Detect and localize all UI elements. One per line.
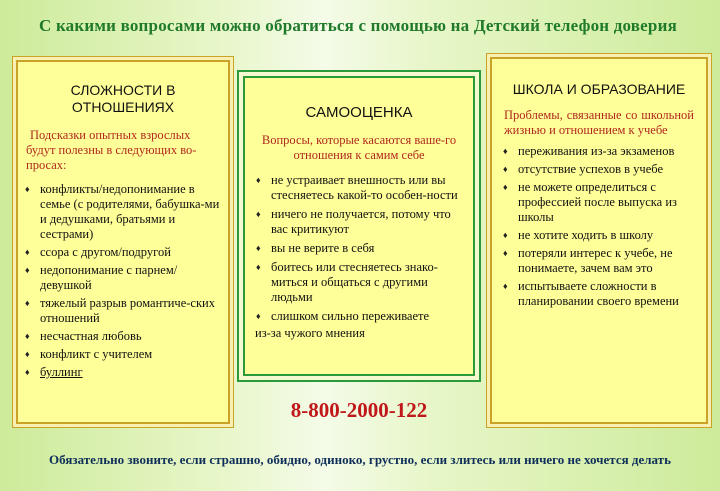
self-esteem-panel bbox=[243, 76, 475, 376]
list-item: ♦ боитесь или стесняетесь знако-миться и общаться с другими людьми bbox=[253, 260, 463, 305]
school-title: ШКОЛА И ОБРАЗОВАНИЕ bbox=[512, 81, 686, 97]
relationships-list bbox=[22, 182, 220, 380]
list-item: ♦ потеряли интерес к учебе, не понимаете, зачем вам это bbox=[500, 246, 696, 276]
footer-message: Обязательно звоните, если страшно, обидно, одиноко, грустно, если злитесь или ничего не хочется делать bbox=[49, 452, 671, 467]
list-item: ♦ не устраивает внешность или вы стесняетесь какой-то особен-ности bbox=[253, 173, 463, 203]
relationships-panel bbox=[16, 60, 230, 424]
list-item: ♦ конфликты/недопонимание в семье (с родителями, бабушка-ми и дедушками, братьями и сестрами) bbox=[22, 182, 220, 242]
relationships-intro: Подсказки опытных взрослых будут полезны в следующих во-просах: bbox=[26, 128, 197, 172]
list-item: ♦ недопонимание с парнем/ девушкой bbox=[22, 263, 220, 293]
self-esteem-intro: Вопросы, которые касаются ваше-го отношения к самим себе bbox=[261, 133, 457, 162]
list-item: ♦ не хотите ходить в школу bbox=[500, 228, 696, 243]
relationships-title: СЛОЖНОСТИ В ОТНОШЕНИЯХ bbox=[70, 82, 176, 115]
self-esteem-title: САМООЦЕНКА bbox=[305, 104, 413, 121]
list-item: ♦ ничего не получается, потому что вас критикуют bbox=[253, 207, 463, 237]
list-item: ♦ буллинг bbox=[22, 365, 220, 380]
list-item: ♦ ссора с другом/подругой bbox=[22, 245, 220, 260]
list-item: ♦ испытываете сложности в планировании своего времени bbox=[500, 279, 696, 309]
list-item: ♦ конфликт с учителем bbox=[22, 347, 220, 362]
list-item: ♦ тяжелый разрыв романтиче-ских отношений bbox=[22, 296, 220, 326]
list-item: ♦ отсутствие успехов в учебе bbox=[500, 162, 696, 177]
list-item: ♦ слишком сильно переживаете bbox=[253, 309, 463, 324]
list-item: ♦ вы не верите в себя bbox=[253, 241, 463, 256]
helpline-phone: 8-800-2000-122 bbox=[290, 398, 428, 422]
list-item: ♦ переживания из-за экзаменов bbox=[500, 144, 696, 159]
school-panel bbox=[490, 57, 708, 424]
list-item: ♦ не можете определиться с профессией после выпуска из школы bbox=[500, 180, 696, 225]
self-esteem-extra: из-за чужого мнения bbox=[255, 326, 365, 340]
page-title: С какими вопросами можно обратиться с помощью на Детский телефон доверия bbox=[39, 16, 677, 35]
list-item: ♦ несчастная любовь bbox=[22, 329, 220, 344]
school-intro: Проблемы, связанные со школьной жизнью и отношением к учебе bbox=[504, 108, 694, 137]
school-list bbox=[500, 144, 696, 309]
self-esteem-list bbox=[253, 173, 463, 324]
